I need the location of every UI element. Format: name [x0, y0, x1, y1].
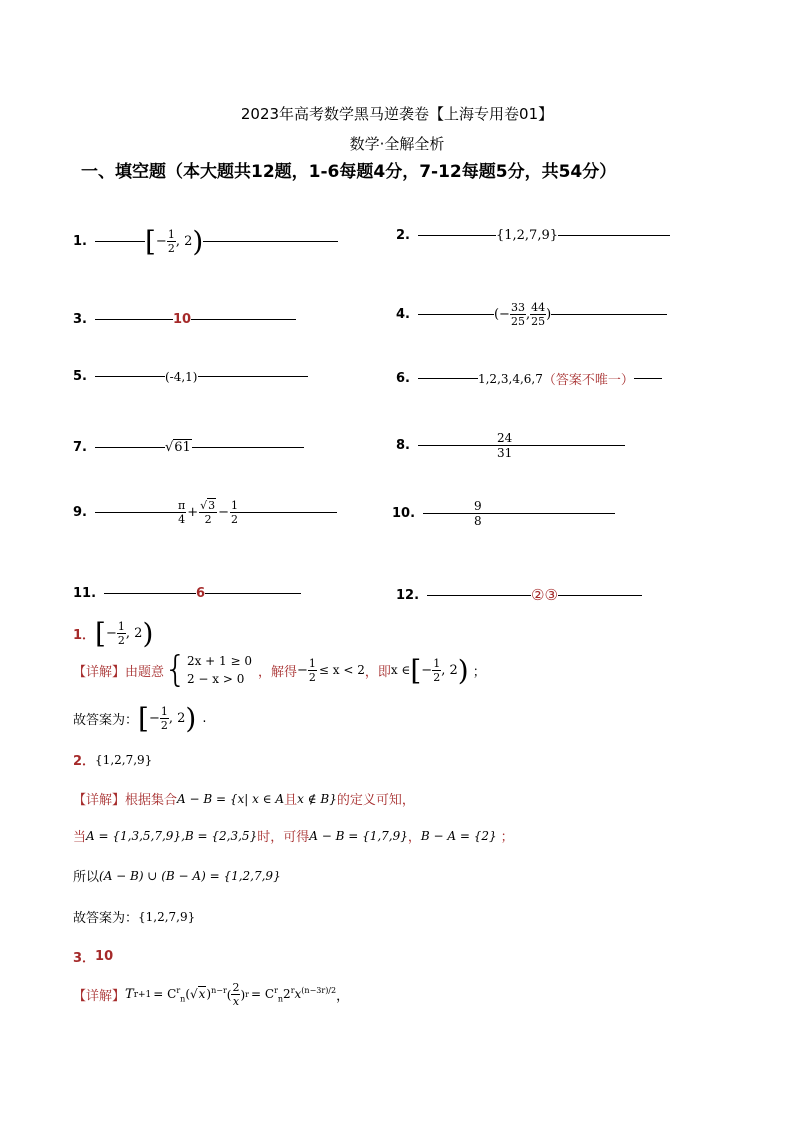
answer-11-value: 6	[196, 586, 206, 601]
answer-1-value: [ − $\frac{1}{2}$ , 2 )	[144, 225, 204, 258]
answer-3: 3. 10	[73, 312, 296, 327]
answer-2: 2. {1,2,7,9}	[396, 228, 670, 243]
section-heading: 一、填空题（本大题共12题，1-6每题4分，7-12每题5分，共54分）	[81, 162, 617, 182]
solution-3-detail: 【详解】 T r+1 = $C^r_n(√x)^{n-r}$ ( $\frac{2}{x}$ ) r = $C^r_n2^rx^{(n-3r)/2}$ ，	[73, 981, 350, 1008]
answer-7: 7. √61	[73, 440, 304, 455]
inequality-system: { 2x + 1 ≥ 0 2 − x > 0	[164, 649, 252, 690]
answer-10: 10. $\frac{9}{8}$	[392, 500, 615, 527]
answer-11: 11. 6	[73, 586, 301, 601]
answer-5: 5. (-4,1)	[73, 369, 308, 384]
document-subtitle: 数学·全解全析	[349, 135, 445, 153]
answer-6-value: 1,2,3,4,6,7	[477, 371, 543, 386]
solution-2-header: 2． {1,2,7,9}	[73, 752, 153, 769]
answer-4-value: (− $\frac{33}{25}$ , $\frac{44}{25}$ )	[493, 301, 552, 328]
answer-6: 6. 1,2,3,4,6,7 （答案不唯一）	[396, 369, 662, 388]
answer-8: 8. $\frac{24}{31}$	[396, 432, 625, 459]
answer-8-value: $\frac{24}{31}$	[496, 431, 513, 460]
binomial-term: = $C^r_n(√x)^{n-r}$	[153, 985, 227, 1004]
answer-6-note: （答案不唯一）	[542, 373, 634, 388]
solution-2-line2: 当 A = {1,3,5,7,9} ,B = {2,3,5} 时，可得 A − B = {1,7,9} ， B − A = {2} ；	[73, 828, 514, 845]
answer-1-number: 1.	[73, 234, 87, 249]
answer-3-value: 10	[172, 312, 192, 327]
answer-9: 9. $\frac{\pi}{4}$ + $\frac{√3}{2}$ − $\frac{1}{2}$	[73, 500, 337, 525]
solution-1-detail: 【详解】 由题意 { 2x + 1 ≥ 0 2 − x > 0 ，解得 − $\frac{1}{2}$ ≤ x < 2 ，即 x ∈ [ − $\frac{1}{2}$ , 2 ) ；	[73, 649, 486, 690]
solution-1-header: 1． [ − $\frac{1}{2}$ , 2 )	[73, 617, 154, 650]
answer-12-value: ②③	[531, 586, 558, 604]
detail-label: 【详解】	[73, 664, 126, 680]
answer-5-value: (-4,1)	[164, 369, 198, 384]
document-title: 2023年高考数学黑马逆袭卷【上海专用卷01】	[240, 105, 554, 123]
solution-2-line3: 所以 (A − B) ∪ (B − A) = {1,2,7,9}	[73, 868, 281, 885]
solution-3-header: 3． 10	[73, 949, 114, 966]
answer-1	[73, 225, 338, 258]
answer-9-value: $\frac{\pi}{4}$ + $\frac{√3}{2}$ − $\frac{1}{2}$	[177, 499, 239, 526]
solution-2-detail: 【详解】 根据集合 A − B = {x| x ∈ A 且 x ∉ B} 的定义可知，	[73, 791, 415, 808]
solution-2-conclusion: 故答案为： {1,2,7,9}	[73, 909, 196, 926]
answer-12: 12. ②③	[396, 586, 642, 604]
answer-10-value: $\frac{9}{8}$	[474, 499, 482, 528]
answer-4: 4. (− $\frac{33}{25}$ , $\frac{44}{25}$ )	[396, 302, 667, 327]
answer-2-value: {1,2,7,9}	[495, 228, 559, 243]
answer-7-value: √61	[164, 440, 191, 455]
solution-1-conclusion: 故答案为： [ − $\frac{1}{2}$ , 2 ) .	[73, 702, 207, 735]
